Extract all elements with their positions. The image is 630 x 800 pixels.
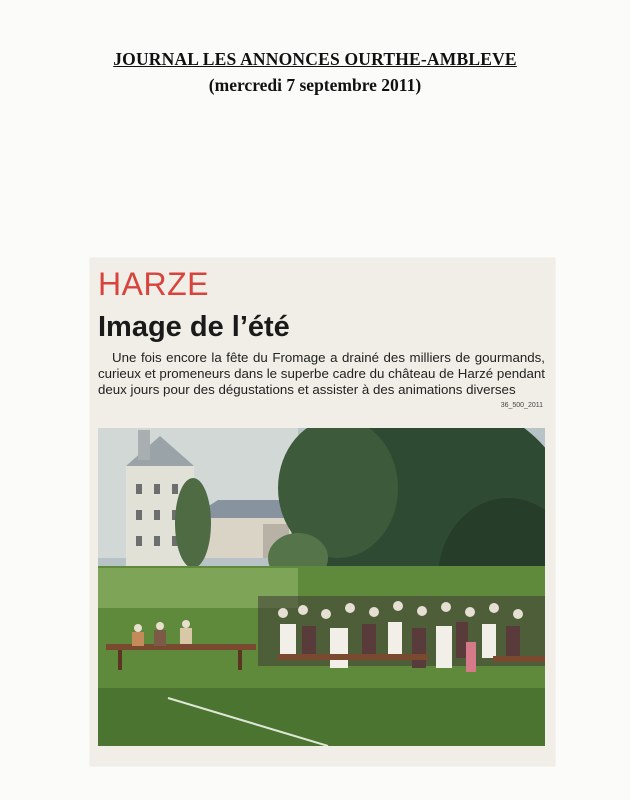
article-photo: [98, 428, 545, 746]
section-title: HARZE: [98, 266, 209, 302]
lawn-shade: [98, 688, 545, 746]
photo-reference: 36_500_2011: [500, 402, 543, 409]
article-headline: Image de l’été: [98, 311, 290, 343]
publication-date: (mercredi 7 septembre 2011): [208, 75, 422, 95]
page-header: [0, 48, 630, 96]
article-lead: Une fois encore la fête du Fromage a drainé des milliers de gourmands, curieux et promeneurs dans le superbe cadre du château de Harzé pendant deux jours pour des dégustations et assister à des animations diverses: [98, 350, 545, 397]
journal-title: JOURNAL LES ANNONCES OURTHE-AMBLEVE: [113, 49, 517, 69]
castle-festival-photo: [98, 428, 545, 746]
newspaper-clipping: [90, 258, 555, 766]
